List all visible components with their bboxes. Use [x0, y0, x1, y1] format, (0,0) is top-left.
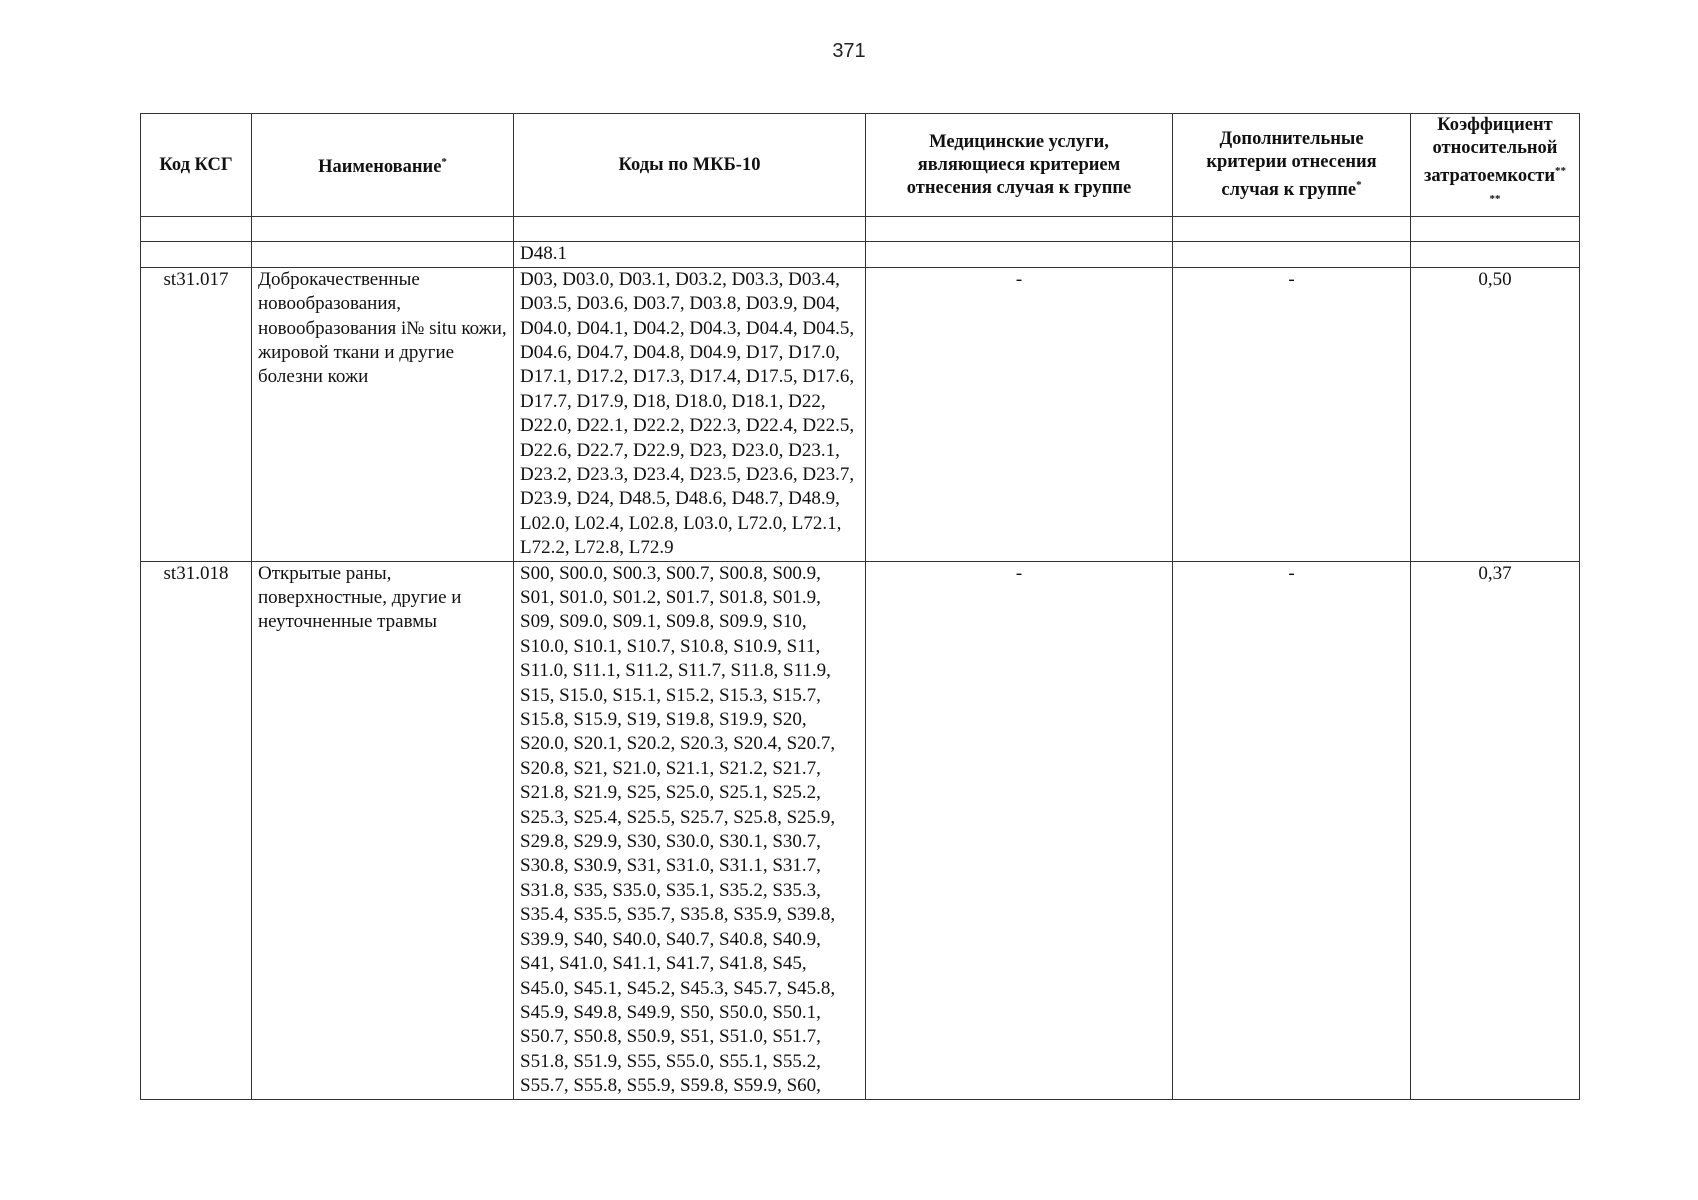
page-number: 371 — [832, 40, 866, 62]
header-code: Код КСГ — [141, 114, 252, 217]
table-row — [141, 267, 1580, 561]
extra-criteria-value: - — [1173, 561, 1411, 1099]
icd-codes: D48.1 — [514, 242, 866, 267]
ksg-name: Доброкачественные новообразования, новообразования i№ situ кожи, жировой ткани и другие болезни кожи — [252, 267, 514, 561]
header-coefficient: Коэффициент относительной затратоемкости** ** — [1411, 114, 1580, 217]
ksg-code: st31.018 — [141, 561, 252, 1099]
header-icd: Коды по МКБ-10 — [514, 114, 866, 217]
header-name: Наименование* — [252, 114, 514, 217]
ksg-table — [140, 113, 1580, 1100]
header-extra-criteria: Дополнительные критерии отнесения случая к группе* — [1173, 114, 1411, 217]
extra-criteria-value: - — [1173, 267, 1411, 561]
coefficient-value: 0,37 — [1411, 561, 1580, 1099]
ksg-code: st31.017 — [141, 267, 252, 561]
services-value: - — [866, 561, 1173, 1099]
footnote-mark: ** — [1555, 165, 1567, 177]
table-row-continuation — [141, 242, 1580, 267]
coefficient-value: 0,50 — [1411, 267, 1580, 561]
header-services: Медицинские услуги, являющиеся критерием отнесения случая к группе — [866, 114, 1173, 217]
icd-codes: S00, S00.0, S00.3, S00.7, S00.8, S00.9, S01, S01.0, S01.2, S01.7, S01.8, S01.9, S09, S09.0, S09.1, S09.8, S09.9, S10, S10.0, S10.1, S10.7, S10.8, S10.9, S11, S11.0, S11.1, S11.2, S11.7, S11.8, S11.9, S15, S15.0, S15.1, S15.2, S15.3, S15.7, S15.8, S15.9, S19, S19.8, S19.9, S20, S20.0, S20.1, S20.2, S20.3, S20.4, S20.7, S20.8, S21, S21.0, S21.1, S21.2, S21.7, S21.8, S21.9, S25, S25.0, S25.1, S25.2, S25.3, S25.4, S25.5, S25.7, S25.8, S25.9, S29.8, S29.9, S30, S30.0, S30.1, S30.7, S30.8, S30.9, S31, S31.0, S31.1, S31.7, S31.8, S35, S35.0, S35.1, S35.2, S35.3, S35.4, S35.5, S35.7, S35.8, S35.9, S39.8, S39.9, S40, S40.0, S40.7, S40.8, S40.9, S41, S41.0, S41.1, S41.7, S41.8, S45, S45.0, S45.1, S45.2, S45.3, S45.7, S45.8, S45.9, S49.8, S49.9, S50, S50.0, S50.1, S50.7, S50.8, S50.9, S51, S51.0, S51.7, S51.8, S51.9, S55, S55.0, S55.1, S55.2, S55.7, S55.8, S55.9, S59.8, S59.9, S60, — [514, 561, 866, 1099]
table-header-row — [141, 114, 1580, 217]
footnote-mark: * — [441, 156, 447, 169]
table-row — [141, 561, 1580, 1099]
table-row-empty — [141, 217, 1580, 242]
footnote-mark: * — [1356, 179, 1362, 192]
footnote-mark: ** — [1489, 193, 1501, 206]
ksg-name: Открытые раны, поверхностные, другие и неуточненные травмы — [252, 561, 514, 1099]
icd-codes: D03, D03.0, D03.1, D03.2, D03.3, D03.4, D03.5, D03.6, D03.7, D03.8, D03.9, D04, D04.0, D04.1, D04.2, D04.3, D04.4, D04.5, D04.6, D04.7, D04.8, D04.9, D17, D17.0, D17.1, D17.2, D17.3, D17.4, D17.5, D17.6, D17.7, D17.9, D18, D18.0, D18.1, D22, D22.0, D22.1, D22.2, D22.3, D22.4, D22.5, D22.6, D22.7, D22.9, D23, D23.0, D23.1, D23.2, D23.3, D23.4, D23.5, D23.6, D23.7, D23.9, D24, D48.5, D48.6, D48.7, D48.9, L02.0, L02.4, L02.8, L03.0, L72.0, L72.1, L72.2, L72.8, L72.9 — [514, 267, 866, 561]
services-value: - — [866, 267, 1173, 561]
